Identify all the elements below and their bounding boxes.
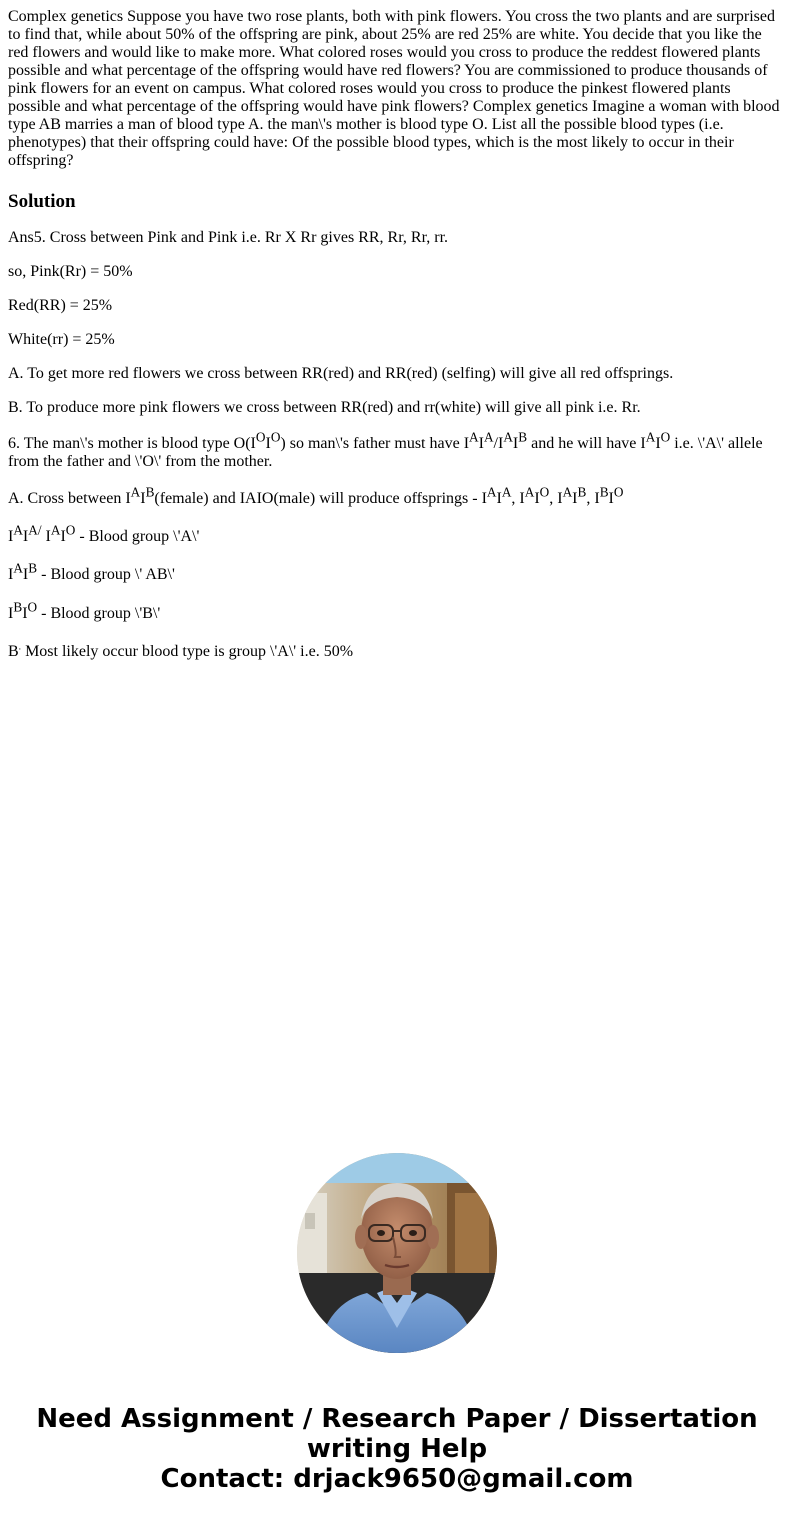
promo-contact: Contact: drjack9650@gmail.com (160, 1464, 634, 1494)
answer-5-cross: Ans5. Cross between Pink and Pink i.e. Rr X Rr gives RR, Rr, Rr, rr. (8, 229, 449, 246)
answer-part-a: A. To get more red flowers we cross between RR(red) and RR(red) (selfing) will give all red offsprings. (8, 365, 674, 382)
red-ratio: Red(RR) = 25% (8, 297, 113, 314)
answer-6-parentage: 6. The man\'s mother is blood type $O(I^OI^O)$ so man\'s father must have $I^AI^A/I^AI^B$ and he will have $I^AI^O$ i.e. \'A\' allele from the father and \'O\' from the mother. (8, 429, 763, 470)
document-content (8, 8, 784, 661)
author-portrait-image (297, 1153, 497, 1353)
promo-line-1: Need Assignment / Research Paper / Dissertation (36, 1404, 758, 1434)
pink-ratio: so, Pink(Rr) = 50% (8, 263, 133, 280)
white-ratio: White(rr) = 25% (8, 331, 115, 348)
blood-group-b-line: $I^BI^O$ - Blood group \'B\' (8, 599, 161, 622)
answer-6-cross: A. Cross between $I^AI^B(female)$ and IAIO(male) will produce offsprings - $I^AI^A$, $I^AI^O$, $I^AI^B$, $I^BI^O$ (8, 484, 624, 507)
most-likely-blood-type: B. Most likely occur blood type is group \'A\' i.e. 50% (8, 641, 354, 660)
promo-line-2: writing Help (306, 1434, 488, 1464)
solution-heading: Solution (8, 191, 76, 212)
question-text: Complex genetics Suppose you have two rose plants, both with pink flowers. You cross the two plants and are surprised to find that, while about 50% of the offspring are pink, about 25% are red 25% are white. You decide that you like the red flowers and would like to make more. What colored roses would you cross to produce the reddest flowered plants possible and what percentage of the offspring would have red flowers? You are commissioned to produce thousands of pink flowers for an event on campus. What colored roses would you cross to produce the pinkest flowered plants possible and what percentage of the offspring would have pink flowers? Complex genetics Imagine a woman with blood type AB marries a man of blood type A. the man\'s mother is blood type O. List all the possible blood types (i.e. phenotypes) that their offspring could have: Of the possible blood types, which is the most likely to occur in their offspring? (8, 8, 780, 169)
blood-group-a-line: $I^AI^{A/}$ $I^AI^O$ - Blood group \'A\' (8, 522, 200, 545)
promo-banner (0, 1404, 794, 1494)
blood-group-ab-line: $I^AI^B$ - Blood group \' AB\' (8, 560, 175, 583)
answer-part-b: B. To produce more pink flowers we cross between RR(red) and rr(white) will give all pink i.e. Rr. (8, 399, 641, 416)
author-avatar (297, 1153, 497, 1353)
